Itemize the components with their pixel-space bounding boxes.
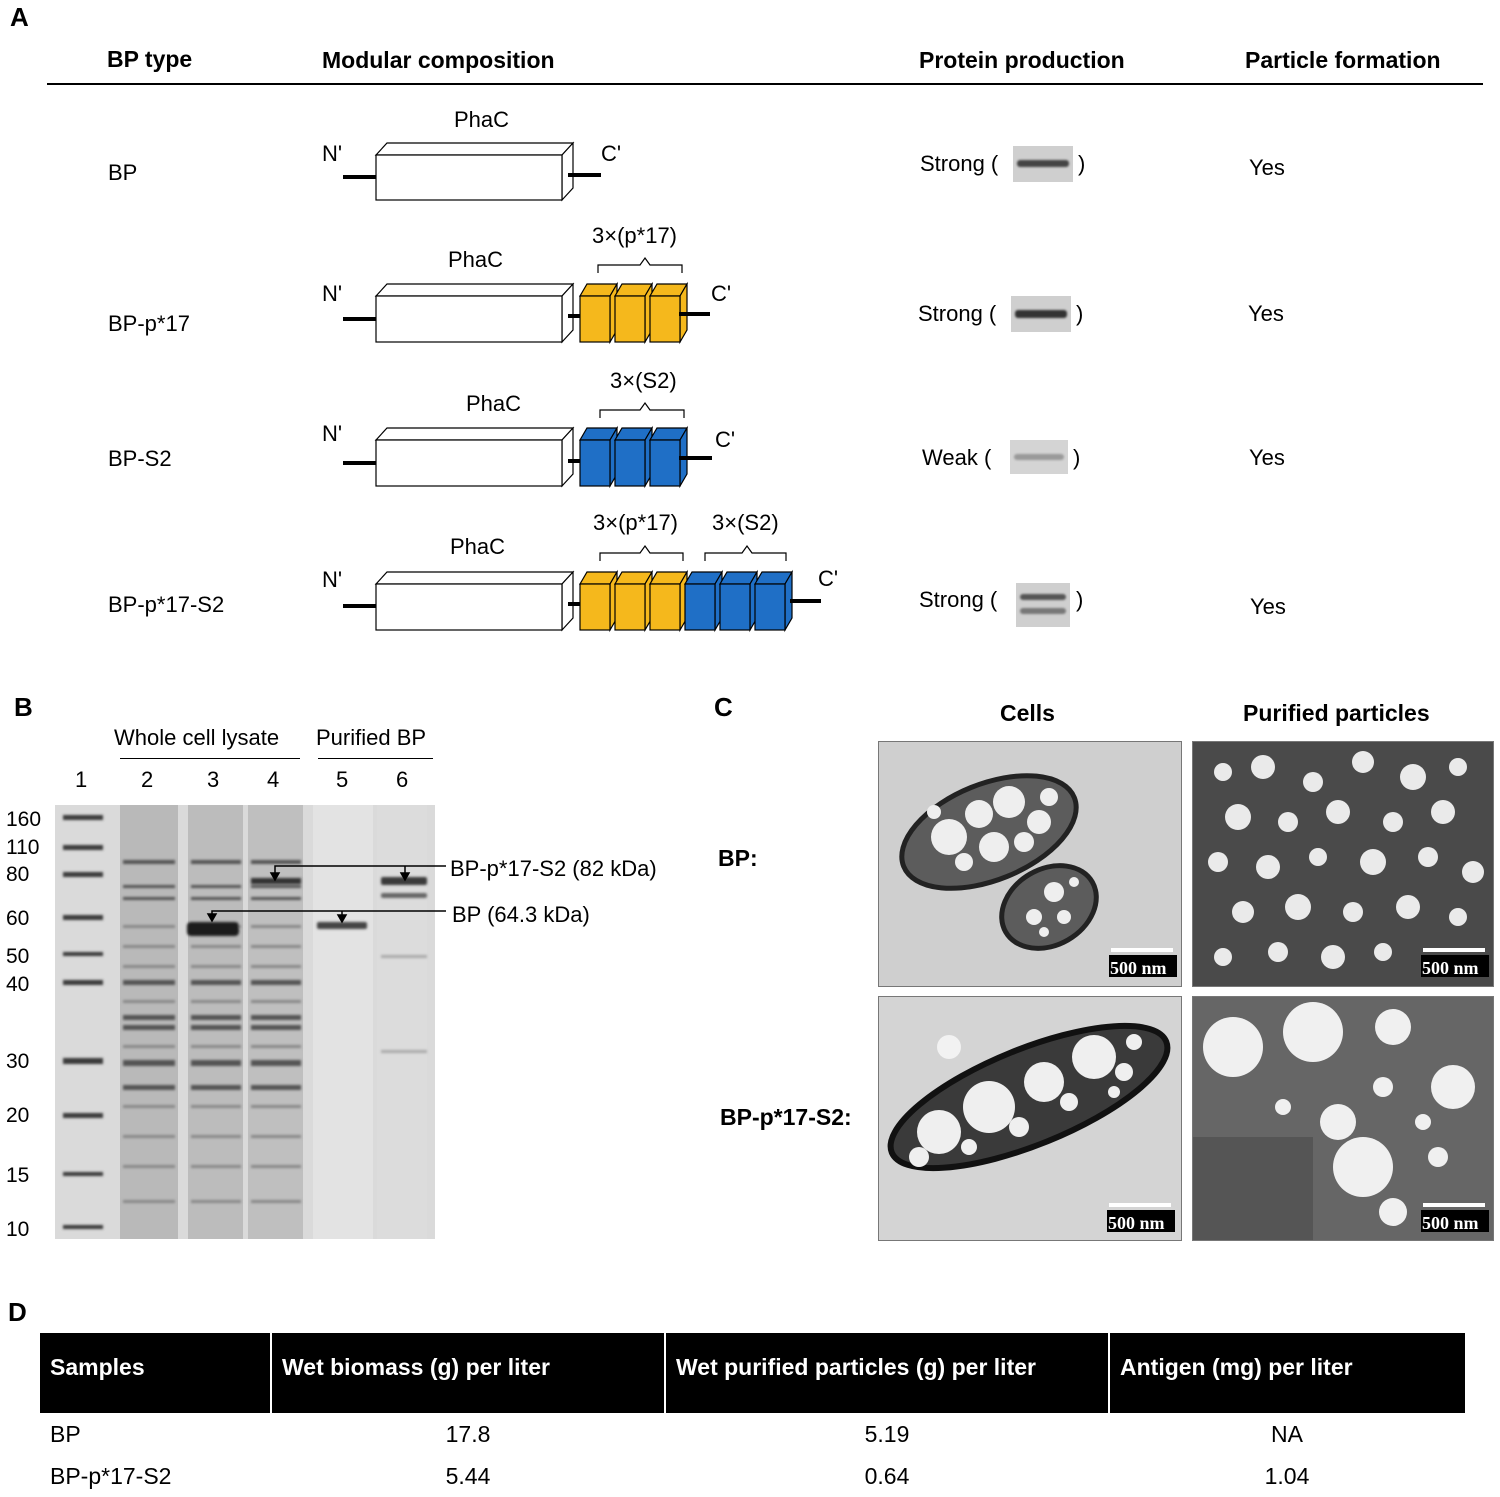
- row-label-bp-p17-s2: BP-p*17-S2:: [720, 1104, 852, 1130]
- production-text-1: Strong (: [920, 151, 999, 176]
- scale-bar-label: 500 nm: [1422, 958, 1479, 978]
- lane-number-1: 1: [75, 767, 88, 792]
- construct-diagrams: [300, 100, 860, 640]
- table-header-wet-biomass: Wet biomass (g) per liter: [271, 1333, 665, 1413]
- table-cell-sample: BP-p*17-S2: [50, 1462, 172, 1489]
- gel-annotation-bp: BP (64.3 kDa): [452, 902, 590, 927]
- table-cell-antigen: 1.04: [1264, 1462, 1310, 1489]
- marker-15: 15: [6, 1164, 30, 1187]
- c-term-2: C': [711, 281, 732, 306]
- phac-label-1: PhaC: [454, 107, 510, 132]
- table-cell-biomass: 5.44: [445, 1462, 491, 1489]
- scale-bar-label: 500 nm: [1422, 1213, 1479, 1233]
- close-paren-3: ): [1073, 445, 1081, 470]
- close-paren-1: ): [1078, 151, 1086, 176]
- n-term-2: N': [322, 281, 343, 306]
- table-header-antigen: Antigen (mg) per liter: [1109, 1333, 1465, 1413]
- panel-b-label: B: [14, 692, 33, 722]
- header-particle-formation: Particle formation: [1245, 47, 1441, 73]
- construct-bp-p17: [343, 258, 710, 342]
- marker-30: 30: [6, 1050, 30, 1073]
- table-cell-particles: 5.19: [864, 1420, 910, 1447]
- marker-80: 80: [6, 863, 30, 886]
- table-cell-sample: BP: [50, 1420, 81, 1447]
- group-label-whole-cell: Whole cell lysate: [114, 725, 280, 750]
- c-term-4: C': [818, 566, 839, 591]
- n-term-4: N': [322, 567, 343, 592]
- table-row: [40, 1413, 1465, 1455]
- gel-annotation-bp-p17-s2: BP-p*17-S2 (82 kDa): [450, 856, 657, 881]
- production-text-4: Strong (: [919, 587, 998, 612]
- lane-number-4: 4: [267, 767, 280, 792]
- repeat-p17-label-2: 3×(p*17): [593, 510, 679, 535]
- group-label-purified: Purified BP: [316, 725, 427, 750]
- formation-3: Yes: [1249, 445, 1285, 470]
- biomass-yield-table: [40, 1333, 1465, 1497]
- n-term-1: N': [322, 141, 343, 166]
- table-cell-antigen: NA: [1271, 1420, 1303, 1447]
- lane-number-6: 6: [396, 767, 409, 792]
- repeat-p17-label-1: 3×(p*17): [592, 223, 678, 248]
- marker-50: 50: [6, 945, 30, 968]
- em-image-bp-p17-s2-particles: [1192, 996, 1494, 1241]
- header-modular-composition: Modular composition: [322, 47, 555, 73]
- blot-image-1: [1013, 146, 1073, 182]
- header-rule: [47, 83, 1483, 85]
- lane-number-3: 3: [207, 767, 220, 792]
- group-line-2: [318, 758, 433, 759]
- scale-bar-label: 500 nm: [1108, 1213, 1165, 1233]
- table-header-wet-particles: Wet purified particles (g) per liter: [665, 1333, 1109, 1413]
- blot-image-2: [1011, 296, 1071, 332]
- c-term-1: C': [601, 141, 622, 166]
- n-term-3: N': [322, 421, 343, 446]
- em-image-bp-particles: [1192, 741, 1494, 987]
- construct-bp-p17-s2: [343, 546, 821, 630]
- marker-110: 110: [6, 836, 40, 859]
- marker-40: 40: [6, 973, 30, 996]
- table-cell-biomass: 17.8: [445, 1420, 491, 1447]
- row-label-bp-p17: BP-p*17: [108, 311, 190, 336]
- panel-a-label: A: [10, 2, 29, 32]
- scale-bar-label: 500 nm: [1110, 958, 1167, 978]
- em-image-bp-cells: [878, 741, 1182, 987]
- formation-4: Yes: [1250, 594, 1286, 619]
- formation-2: Yes: [1248, 301, 1284, 326]
- row-label-bp-s2: BP-S2: [108, 446, 172, 471]
- table-header-row: [40, 1333, 1465, 1413]
- panel-d-label: D: [8, 1297, 27, 1327]
- blot-image-3: [1010, 440, 1068, 474]
- phac-label-4: PhaC: [450, 534, 506, 559]
- column-label-purified-particles: Purified particles: [1243, 700, 1430, 726]
- marker-160: 160: [6, 808, 42, 831]
- production-text-2: Strong (: [918, 301, 997, 326]
- blot-image-4: [1016, 583, 1070, 627]
- row-label-bp: BP: [108, 160, 138, 185]
- close-paren-2: ): [1076, 301, 1084, 326]
- row-label-bp-p17-s2: BP-p*17-S2: [108, 592, 225, 617]
- phac-label-2: PhaC: [448, 247, 504, 272]
- marker-10: 10: [6, 1218, 30, 1241]
- c-term-3: C': [715, 427, 736, 452]
- production-text-3: Weak (: [922, 445, 992, 470]
- panel-c-label: C: [714, 692, 733, 722]
- marker-60: 60: [6, 907, 30, 930]
- formation-1: Yes: [1249, 155, 1285, 180]
- construct-bp-s2: [343, 403, 712, 486]
- row-label-bp: BP:: [718, 845, 758, 871]
- em-image-bp-p17-s2-cells: [878, 996, 1182, 1241]
- header-bp-type: BP type: [107, 46, 193, 72]
- construct-bp: [343, 143, 601, 200]
- lane-number-5: 5: [336, 767, 349, 792]
- repeat-s2-label-2: 3×(S2): [712, 510, 779, 535]
- repeat-s2-label-1: 3×(S2): [610, 368, 677, 393]
- lane-number-2: 2: [141, 767, 154, 792]
- table-cell-particles: 0.64: [864, 1462, 910, 1489]
- table-row: [40, 1455, 1465, 1497]
- column-label-cells: Cells: [1000, 700, 1055, 726]
- phac-label-3: PhaC: [466, 391, 522, 416]
- group-line-1: [120, 758, 300, 759]
- table-header-samples: Samples: [40, 1333, 271, 1413]
- gel-annotation-arrows: [200, 855, 450, 935]
- close-paren-4: ): [1076, 587, 1084, 612]
- header-protein-production: Protein production: [919, 47, 1125, 73]
- marker-20: 20: [6, 1104, 30, 1127]
